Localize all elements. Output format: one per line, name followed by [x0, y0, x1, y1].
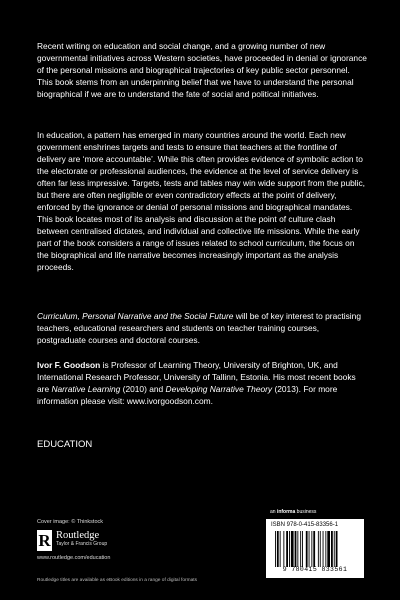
informa-brand: informa [276, 509, 296, 515]
informa-business-label [270, 509, 316, 515]
author-bio-text-1: is Professor of Learning Theory, University of Brighton, UK, and International Research Professor, University of Tallinn, Estonia. His most recent books are [37, 360, 356, 394]
book-title: Curriculum, Personal Narrative and the Social Future [37, 311, 234, 321]
blurb-paragraph-2: In education, a pattern has emerged in many countries around the world. Each new government enshrines targets and tests to ensure that teachers at the frontline of delivery are ‘more accountable’. While this often provides evidence of symbolic action to the electorate or professional audiences, the evidence at the level of service delivery is often far less impressive. Targets, tests and tables may win wide support from the public, but there are often negligible or even contradictory effects at the point of delivery, enforced by the ignorance or denial of personal missions and biographical mandates. This book locates most of its analysis and discussion at the point of culture clash between centralised dictates, and individual and collective life missions. While the early part of the book considers a range of issues related to school curriculum, the focus on the biographical and life narrative becomes increasingly important as the analysis proceeds. [37, 130, 366, 272]
blurb-paragraph-3 [37, 310, 367, 346]
cover-image-credit: Cover image: © Thinkstock [37, 519, 104, 525]
routledge-logo-icon: R [38, 531, 51, 550]
ebook-footnote: Routledge titles are available as eBook editions in a range of digital formats [37, 578, 197, 583]
isbn-barcode [266, 519, 364, 578]
informa-prefix: an [270, 509, 277, 515]
publisher-url: www.routledge.com/education [37, 555, 111, 561]
related-book-1: Narrative Learning [51, 384, 121, 394]
author-bio-text-2: (2010) and [120, 384, 166, 394]
subject-category: EDUCATION [37, 439, 93, 450]
audience-text: will be of key interest to practising teachers, educational researchers and students on teacher training courses, postgraduate courses and doctoral courses. [37, 311, 361, 345]
blurb-paragraph-1: Recent writing on education and social change, and a growing number of new governmental initiatives across Western societies, have proceeded in denial or ignorance of the personal missions and biographical trajectories of key public sector personnel. This book stems from an underpinning belief that we have to understand the personal biographical if we are to understand the fate of social and political initiatives. [37, 41, 367, 99]
publisher-block [56, 530, 107, 548]
publisher-name: Routledge [56, 530, 100, 541]
publisher-group: Taylor & Francis Group [56, 541, 108, 547]
author-bio [37, 359, 367, 407]
author-bio-text-3: (2013). For more information please visit: www.ivorgoodson.com. [37, 384, 338, 406]
author-name: Ivor F. Goodson [37, 360, 101, 370]
isbn-number: ISBN 978-0-415-83356-1 [271, 522, 339, 528]
barcode-icon [275, 531, 359, 567]
related-book-2: Developing Narrative Theory [165, 384, 273, 394]
informa-suffix: business [295, 509, 317, 515]
barcode-digits: 9 780415 833561 [282, 566, 348, 573]
